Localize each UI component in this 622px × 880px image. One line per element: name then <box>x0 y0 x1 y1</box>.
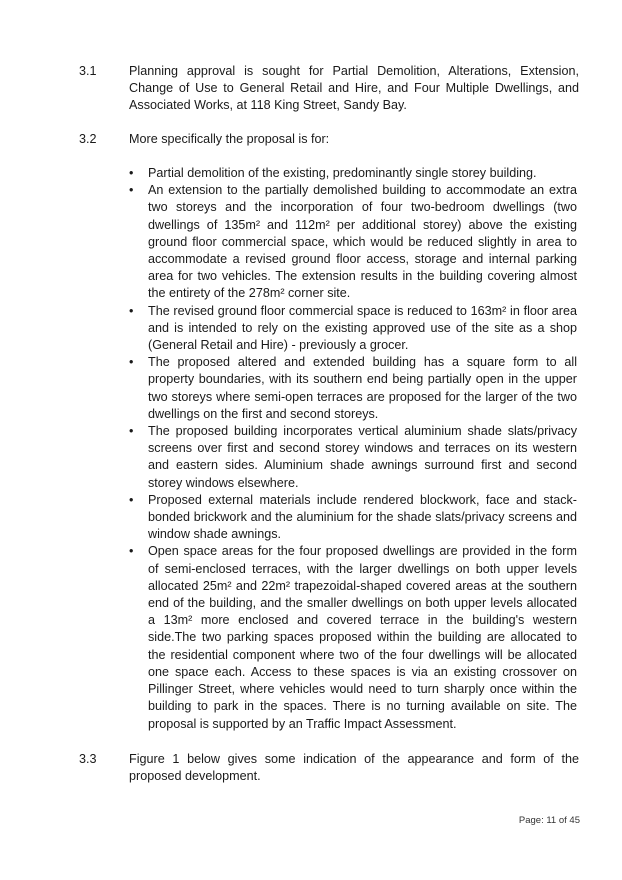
list-item <box>129 543 577 732</box>
list-item <box>129 423 577 492</box>
section-number-3-2: 3.2 <box>79 132 97 146</box>
list-item-text: The revised ground floor commercial space is reduced to 163m² in floor area and is intended to rely on the existing approved use of the site as a shop (General Retail and Hire) - previously a grocer. <box>148 303 577 353</box>
bullet-icon: • <box>129 183 134 198</box>
section-text-3-1: Planning approval is sought for Partial Demolition, Alterations, Extension, Change of Use to General Retail and Hire, and Four Multiple Dwellings, and Associated Works, at 118 King Street, Sandy Bay. <box>129 64 579 113</box>
section-text-3-3: Figure 1 below gives some indication of the appearance and form of the proposed development. <box>129 752 579 784</box>
bullet-icon: • <box>129 492 134 507</box>
section-text-3-2: More specifically the proposal is for: <box>129 132 330 146</box>
list-item <box>129 492 577 544</box>
proposal-bullet-list <box>129 165 577 733</box>
bullet-icon: • <box>129 303 134 318</box>
bullet-icon: • <box>129 166 134 180</box>
list-item-text: The proposed altered and extended building has a square form to all property boundaries, with its southern end being partially open in the upper two storeys where semi-open terraces are proposed for the larger of the two dwellings on the first and second storeys. <box>148 355 577 421</box>
list-item <box>129 303 577 355</box>
list-item-text: An extension to the partially demolished building to accommodate an extra two storeys and the incorporation of four two-bedroom dwellings (two dwellings of 135m² and 112m² per additional storey) above the existing ground floor commercial space, which would be reduced slightly in area to accommodate a revised ground floor access, storage and internal parking area for two vehicles. The extension results in the building covering almost the entirety of the 278m² corner site. <box>148 183 577 301</box>
list-item <box>129 165 577 182</box>
page-number: Page: 11 of 45 <box>518 815 580 826</box>
section-number-3-3: 3.3 <box>79 752 97 766</box>
list-item-text: Proposed external materials include rendered blockwork, face and stack-bonded brickwork and the aluminium for the shade slats/privacy screens and window shade awnings. <box>148 492 577 542</box>
bullet-icon: • <box>129 424 134 439</box>
list-item <box>129 182 577 302</box>
bullet-icon: • <box>129 544 134 559</box>
list-item-text: Open space areas for the four proposed dwellings are provided in the form of semi-enclosed terraces, with the larger dwellings on both upper levels allocated 25m² and 22m² trapezoidal-shaped covered areas at the southern end of the building, and the smaller dwellings on both upper levels allocated a 13m² more enclosed and covered terrace in the building's western side.The two parking spaces proposed within the building are allocated to the residential component where two of the four dwellings will be allocated one space each. Access to these spaces is via an existing crossover on Pillinger Street, where vehicles would need to turn sharply once within the building to park in the spaces. There is no turning available on site. The proposal is supported by an Traffic Impact Assessment. <box>148 544 577 731</box>
bullet-icon: • <box>129 355 134 370</box>
list-item <box>129 354 577 423</box>
section-number-3-1: 3.1 <box>79 64 97 78</box>
list-item-text: Partial demolition of the existing, predominantly single storey building. <box>148 166 537 180</box>
list-item-text: The proposed building incorporates vertical aluminium shade slats/privacy screens over first and second storey windows and terraces on its western and eastern sides. Aluminium shade awnings surround first and second storey windows elsewhere. <box>148 424 577 490</box>
